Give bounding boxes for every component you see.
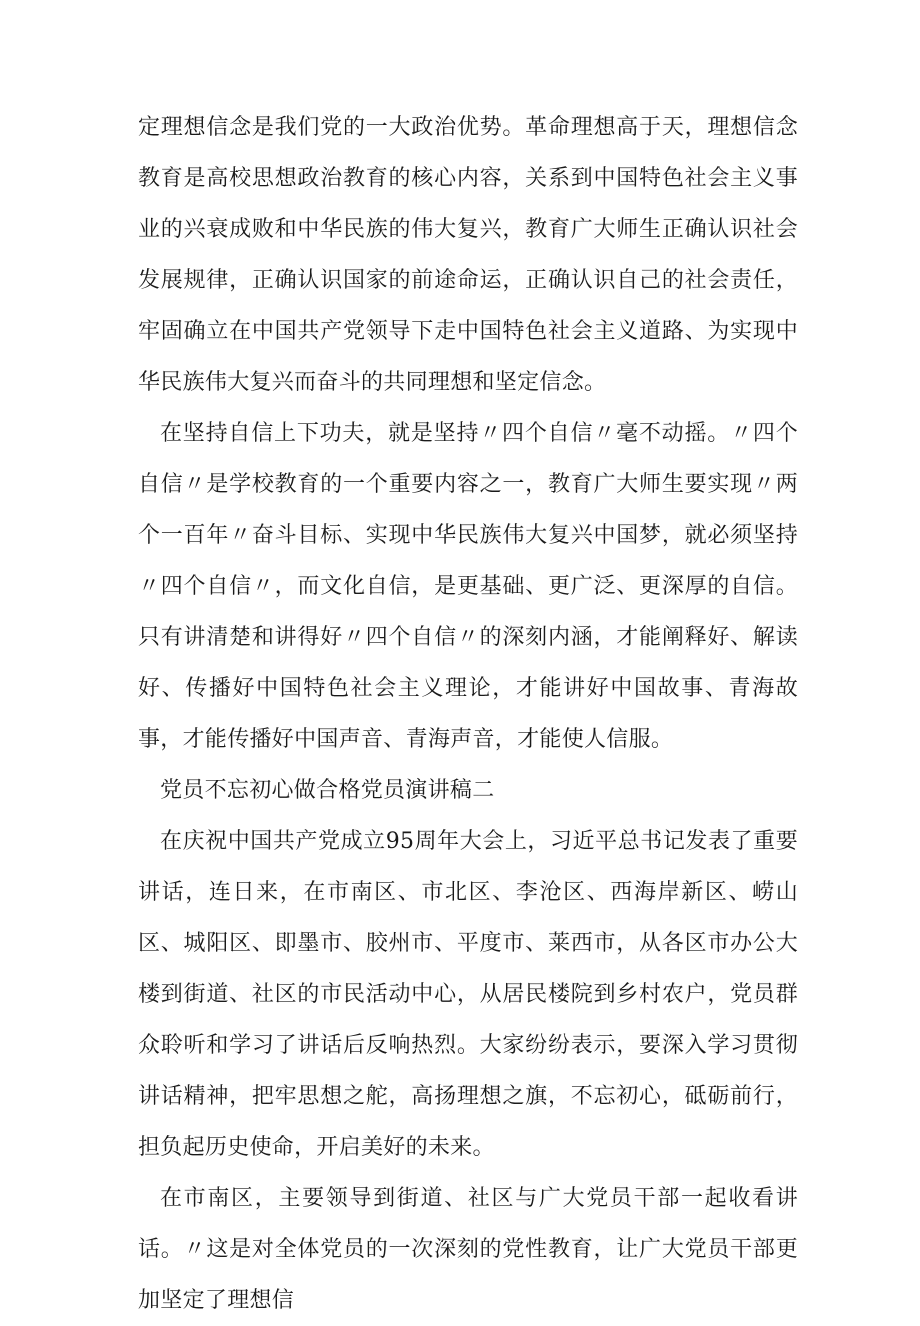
document-body	[138, 102, 798, 1326]
section-title-speech-two: 党员不忘初心做合格党员演讲稿二	[160, 778, 495, 803]
paragraph-four-confidences: 在坚持自信上下功夫，就是坚持〃四个自信〃毫不动摇。〃四个自信〃是学校教育的一个重要内容之一，教育广大师生要实现〃两个一百年〃奋斗目标、实现中华民族伟大复兴中国梦，就必须坚持〃四个自信〃，而文化自信，是更基础、更广泛、更深厚的自信。只有讲清楚和讲得好〃四个自信〃的深刻内涵，才能阐释好、解读好、传播好中国特色社会主义理论，才能讲好中国故事、青海故事，才能传播好中国声音、青海声音，才能使人信服。	[138, 421, 798, 752]
paragraph-95th-anniversary: 在庆祝中国共产党成立95周年大会上，习近平总书记发表了重要讲话，连日来，在市南区、市北区、李沧区、西海岸新区、崂山区、城阳区、即墨市、胶州市、平度市、莱西市，从各区市办公大楼到街道、社区的市民活动中心，从居民楼院到乡村农户，党员群众聆听和学习了讲话后反响热烈。大家纷纷表示，要深入学习贯彻讲话精神，把牢思想之舵，高扬理想之旗，不忘初心，砥砺前行，担负起历史使命，开启美好的未来。	[138, 829, 798, 1160]
paragraph-shinan-district: 在市南区，主要领导到街道、社区与广大党员干部一起收看讲话。〃这是对全体党员的一次深刻的党性教育，让广大党员干部更加坚定了理想信	[138, 1186, 798, 1313]
paragraph-ideals-education: 定理想信念是我们党的一大政治优势。革命理想高于天，理想信念教育是高校思想政治教育的核心内容，关系到中国特色社会主义事业的兴衰成败和中华民族的伟大复兴，教育广大师生正确认识社会发展规律，正确认识国家的前途命运，正确认识自己的社会责任，牢固确立在中国共产党领导下走中国特色社会主义道路、为实现中华民族伟大复兴而奋斗的共同理想和坚定信念。	[138, 115, 798, 395]
